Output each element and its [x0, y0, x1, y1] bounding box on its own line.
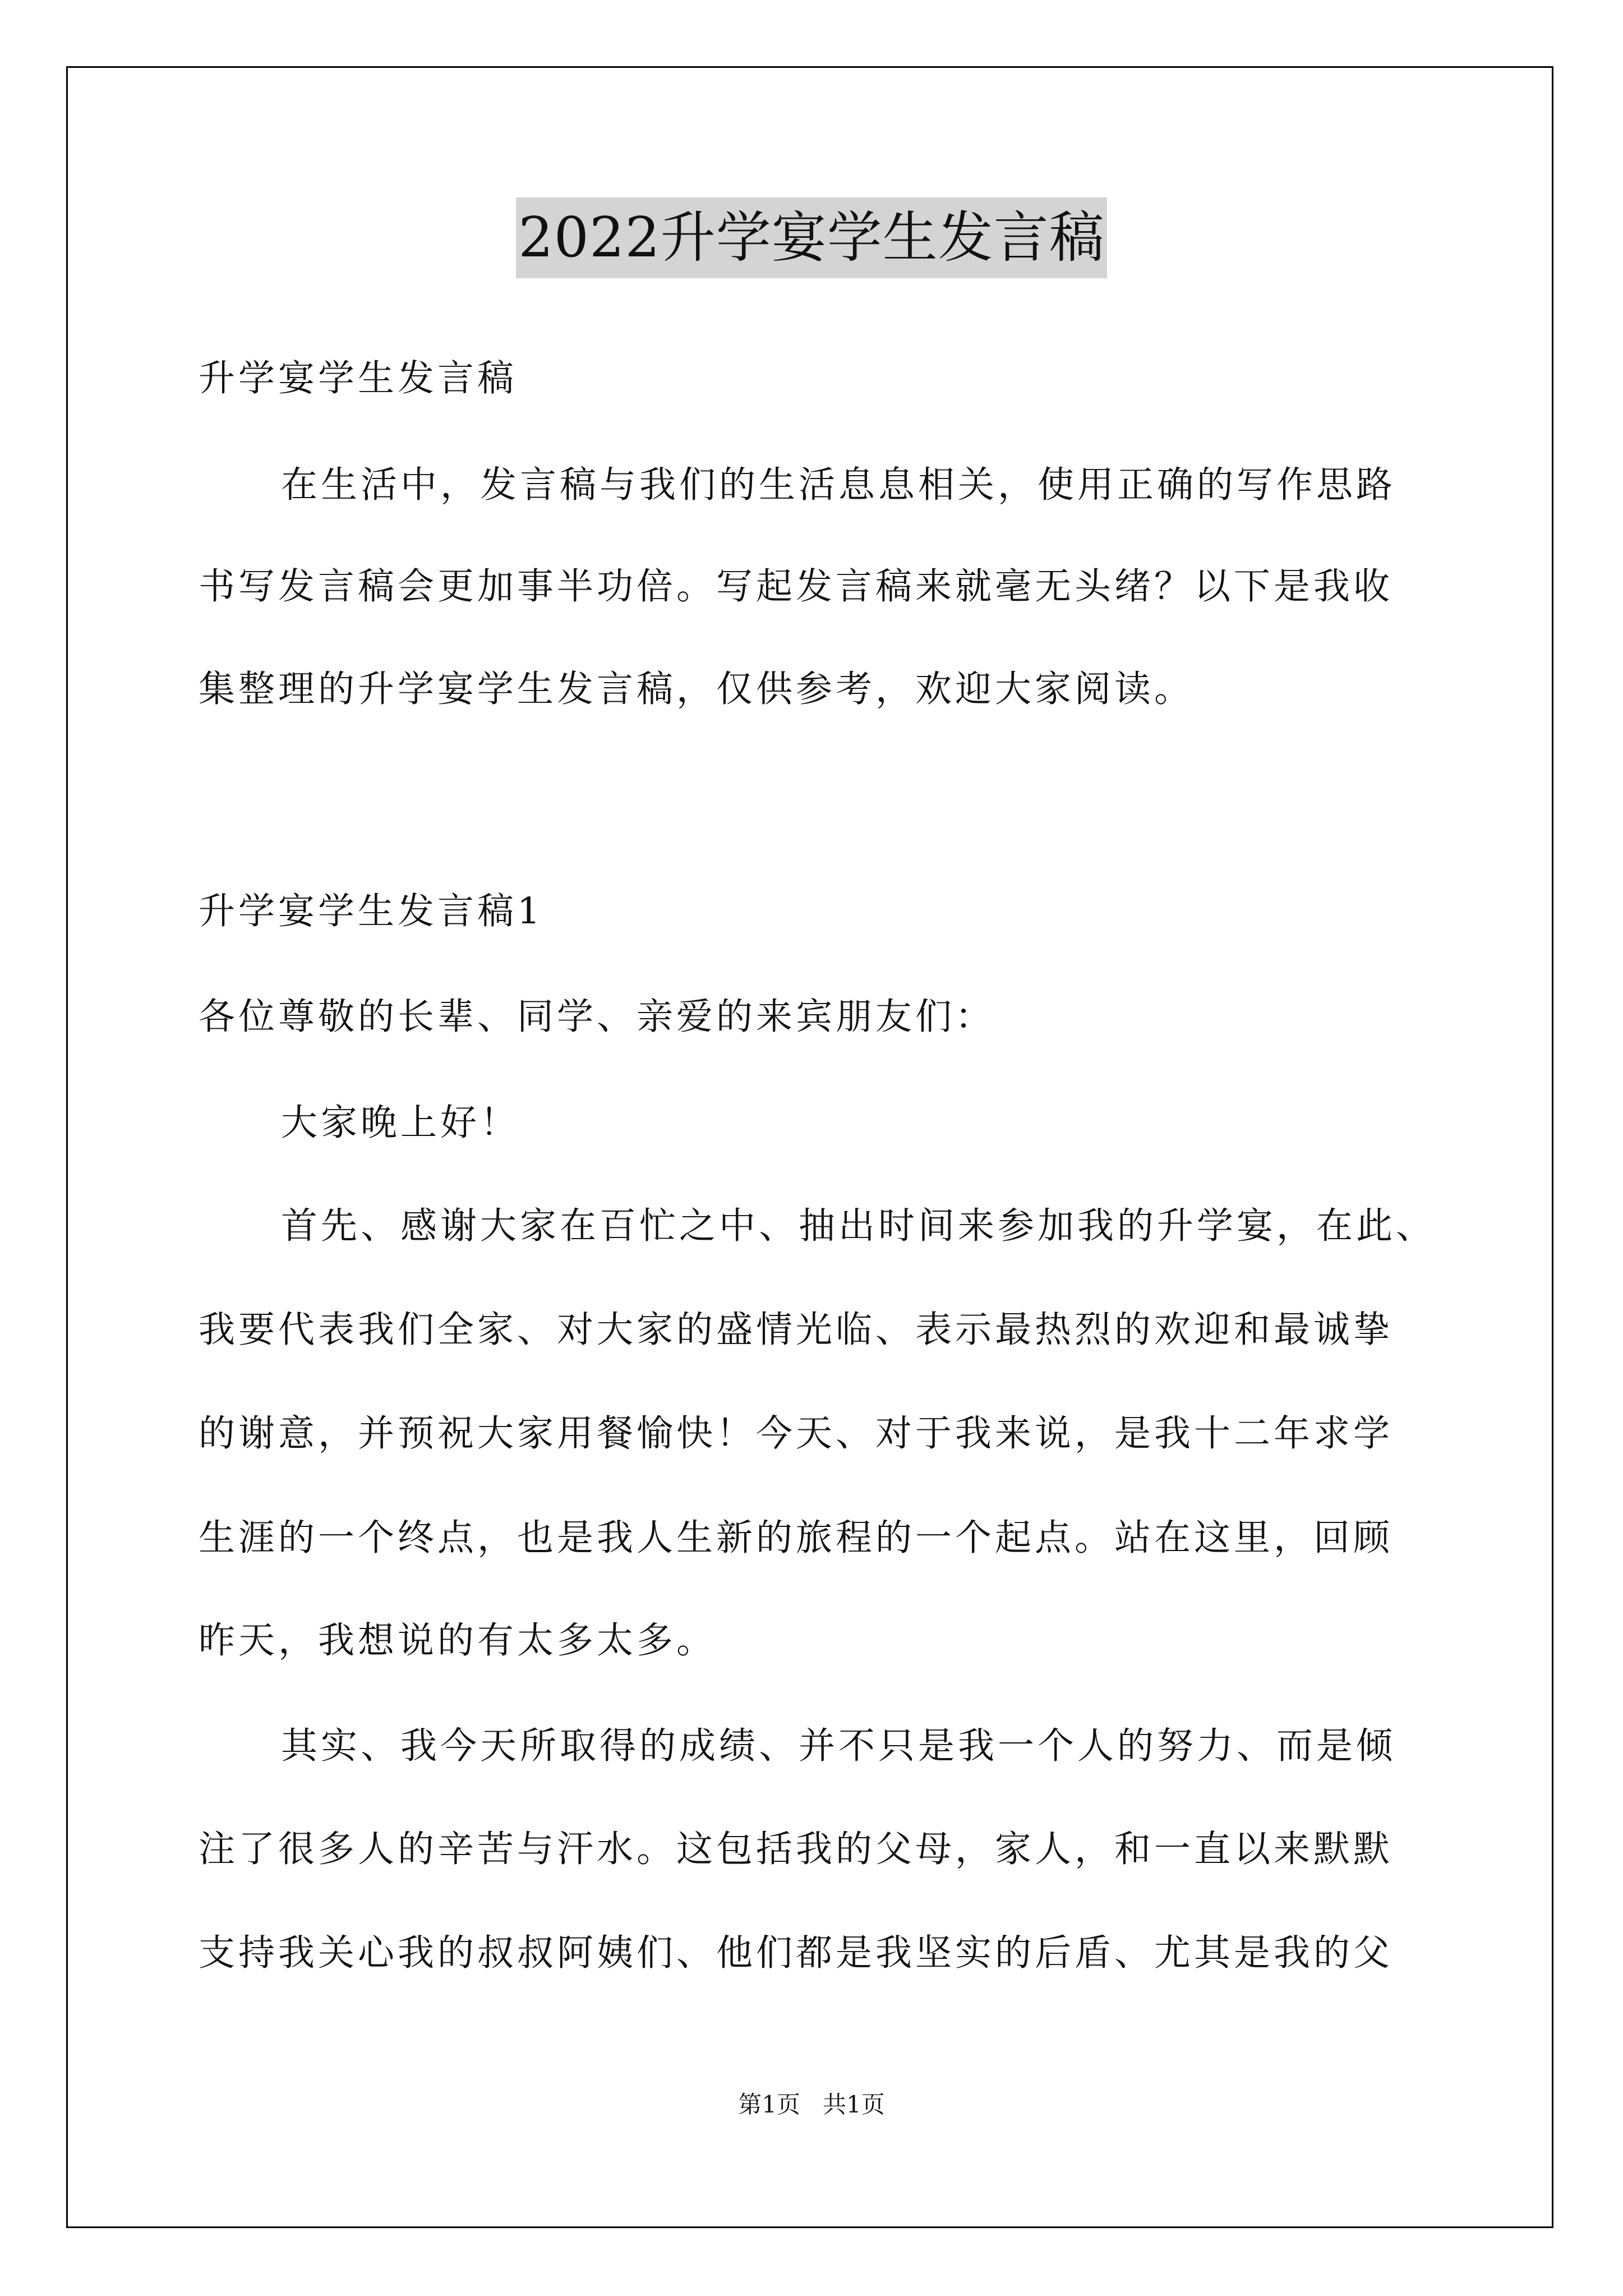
- paragraph-line: 昨天，我想说的有太多太多。: [199, 1619, 717, 1662]
- paragraph-line: 生涯的一个终点，也是我人生新的旅程的一个起点。站在这里，回顾: [199, 1517, 1394, 1559]
- document-title: 2022升学宴学生发言稿: [516, 197, 1106, 278]
- subtitle-line: 升学宴学生发言稿: [199, 357, 518, 399]
- paragraph-line: 注了很多人的辛苦与汗水。这包括我的父母，家人，和一直以来默默: [199, 1828, 1394, 1870]
- paragraph-line: 其实、我今天所取得的成绩、并不只是我一个人的努力、而是倾: [281, 1725, 1396, 1767]
- paragraph-line: 在生活中，发言稿与我们的生活息息相关，使用正确的写作思路: [281, 464, 1396, 506]
- paragraph-line: 的谢意，并预祝大家用餐愉快！今天、对于我来说，是我十二年求学: [199, 1412, 1394, 1455]
- page-footer: 第1页 共1页: [738, 2091, 885, 2118]
- paragraph-line: 支持我关心我的叔叔阿姨们、他们都是我坚实的后盾、尤其是我的父: [199, 1932, 1394, 1974]
- section-heading: 升学宴学生发言稿1: [199, 890, 544, 932]
- paragraph-line: 书写发言稿会更加事半功倍。写起发言稿来就毫无头绪？以下是我收: [199, 565, 1394, 608]
- salutation-line: 各位尊敬的长辈、同学、亲爱的来宾朋友们：: [199, 996, 995, 1038]
- paragraph-line: 首先、感谢大家在百忙之中、抽出时间来参加我的升学宴，在此、: [281, 1205, 1436, 1247]
- title-container: [0, 197, 1623, 278]
- paragraph-line: 集整理的升学宴学生发言稿，仅供参考，欢迎大家阅读。: [199, 668, 1195, 710]
- paragraph-line: 我要代表我们全家、对大家的盛情光临、表示最热烈的欢迎和最诚挚: [199, 1309, 1394, 1351]
- greeting-line: 大家晚上好！: [281, 1102, 520, 1144]
